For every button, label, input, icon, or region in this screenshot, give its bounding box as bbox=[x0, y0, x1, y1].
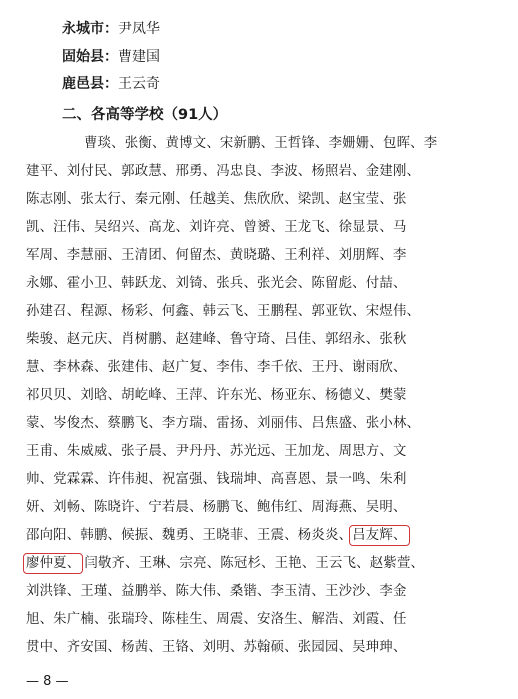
name-line bbox=[26, 354, 488, 382]
name-text: 闫敬齐、王琳、宗亮、陈冠杉、王艳、王云飞、赵紫萱、 bbox=[84, 556, 425, 571]
name-text: 旭、朱广楠、张瑞玲、陈桂生、周震、安洛生、解浩、刘霞、任 bbox=[26, 612, 407, 627]
name-text: 曹琰、张衡、黄博文、宋新鹏、王哲锋、李姗姗、包晖、李 bbox=[84, 136, 438, 151]
entry-yongcheng bbox=[62, 20, 160, 38]
name-text: 祁贝贝、刘晗、胡屹峰、王萍、许东光、杨亚东、杨德义、樊蒙 bbox=[26, 388, 407, 403]
name-text: 王甫、朱威威、张子晨、尹丹丹、苏光远、王加龙、周思方、文 bbox=[26, 444, 407, 459]
name-line bbox=[26, 382, 488, 410]
name-text: 刘洪锋、王瑾、益鹏举、陈大伟、桑锴、李玉清、王沙沙、李金 bbox=[26, 584, 407, 599]
section-title: 二、各高等学校（91人） bbox=[62, 107, 228, 123]
name-line bbox=[26, 522, 488, 550]
entry-label: 固始县： bbox=[62, 49, 118, 65]
name-list bbox=[26, 130, 488, 662]
name-text: 永娜、霍小卫、韩跃龙、刘锜、张兵、张光会、陈留彪、付喆、 bbox=[26, 276, 407, 291]
name-line bbox=[26, 158, 488, 186]
name-line bbox=[26, 578, 488, 606]
name-text: 妍、刘畅、陈晓许、宁若晨、杨鹏飞、鲍伟红、周海燕、吴明、 bbox=[26, 500, 407, 515]
name-text: 凯、汪伟、吴绍兴、高龙、刘许亮、曾赟、王龙飞、徐显景、马 bbox=[26, 220, 407, 235]
name-text: 陈志刚、张太行、秦元刚、任越美、焦欣欣、梁凯、赵宝莹、张 bbox=[26, 192, 407, 207]
name-line bbox=[26, 494, 488, 522]
name-text: 贯中、齐安国、杨茜、王铬、刘明、苏翰硕、张园园、吴珅珅、 bbox=[26, 640, 407, 655]
name-text: 蒙、岑俊杰、蔡鹏飞、李方瑞、雷扬、刘丽伟、吕焦盛、张小林、 bbox=[26, 416, 421, 431]
name-text: 邵向阳、韩鹏、候振、魏勇、王晓菲、王震、杨炎炎、 bbox=[26, 528, 353, 543]
entry-label: 永城市： bbox=[62, 21, 118, 37]
highlighted-name: 廖仲夏、 bbox=[26, 556, 81, 571]
name-line bbox=[26, 550, 488, 578]
name-line bbox=[26, 466, 488, 494]
highlighted-name: 吕友辉、 bbox=[352, 528, 407, 543]
name-line bbox=[26, 242, 488, 270]
name-text: 柴骏、赵元庆、肖树鹏、赵建峰、鲁守琦、吕佳、郭绍永、张秋 bbox=[26, 332, 407, 347]
name-line bbox=[26, 214, 488, 242]
name-line bbox=[26, 634, 488, 662]
entry-value: 尹凤华 bbox=[118, 21, 160, 37]
name-text: 孙建召、程源、杨彩、何鑫、韩云飞、王鹏程、郭亚钦、宋煜伟、 bbox=[26, 304, 421, 319]
entry-luyi bbox=[62, 75, 160, 93]
name-line bbox=[26, 438, 488, 466]
name-text: 慧、李林森、张建伟、赵广复、李伟、李千依、王丹、谢雨欣、 bbox=[26, 360, 407, 375]
name-text: 建平、刘付民、郭政慧、邢勇、冯忠良、李波、杨照岩、金建刚、 bbox=[26, 164, 421, 179]
name-line bbox=[26, 606, 488, 634]
name-line bbox=[26, 130, 488, 158]
entry-label: 鹿邑县： bbox=[62, 76, 118, 92]
name-text: 军周、李慧丽、王清团、何留杰、黄晓璐、王利祥、刘朋辉、李 bbox=[26, 248, 407, 263]
entry-gushi bbox=[62, 48, 160, 66]
name-line bbox=[26, 298, 488, 326]
name-line bbox=[26, 326, 488, 354]
name-line bbox=[26, 186, 488, 214]
entry-value: 王云奇 bbox=[118, 76, 160, 92]
entry-value: 曹建国 bbox=[118, 49, 160, 65]
name-text: 帅、党霖霖、许伟昶、祝富强、钱瑞坤、高喜恩、景一鸣、朱利 bbox=[26, 472, 407, 487]
name-line bbox=[26, 410, 488, 438]
page-number: — 8 — bbox=[26, 674, 69, 689]
name-line bbox=[26, 270, 488, 298]
